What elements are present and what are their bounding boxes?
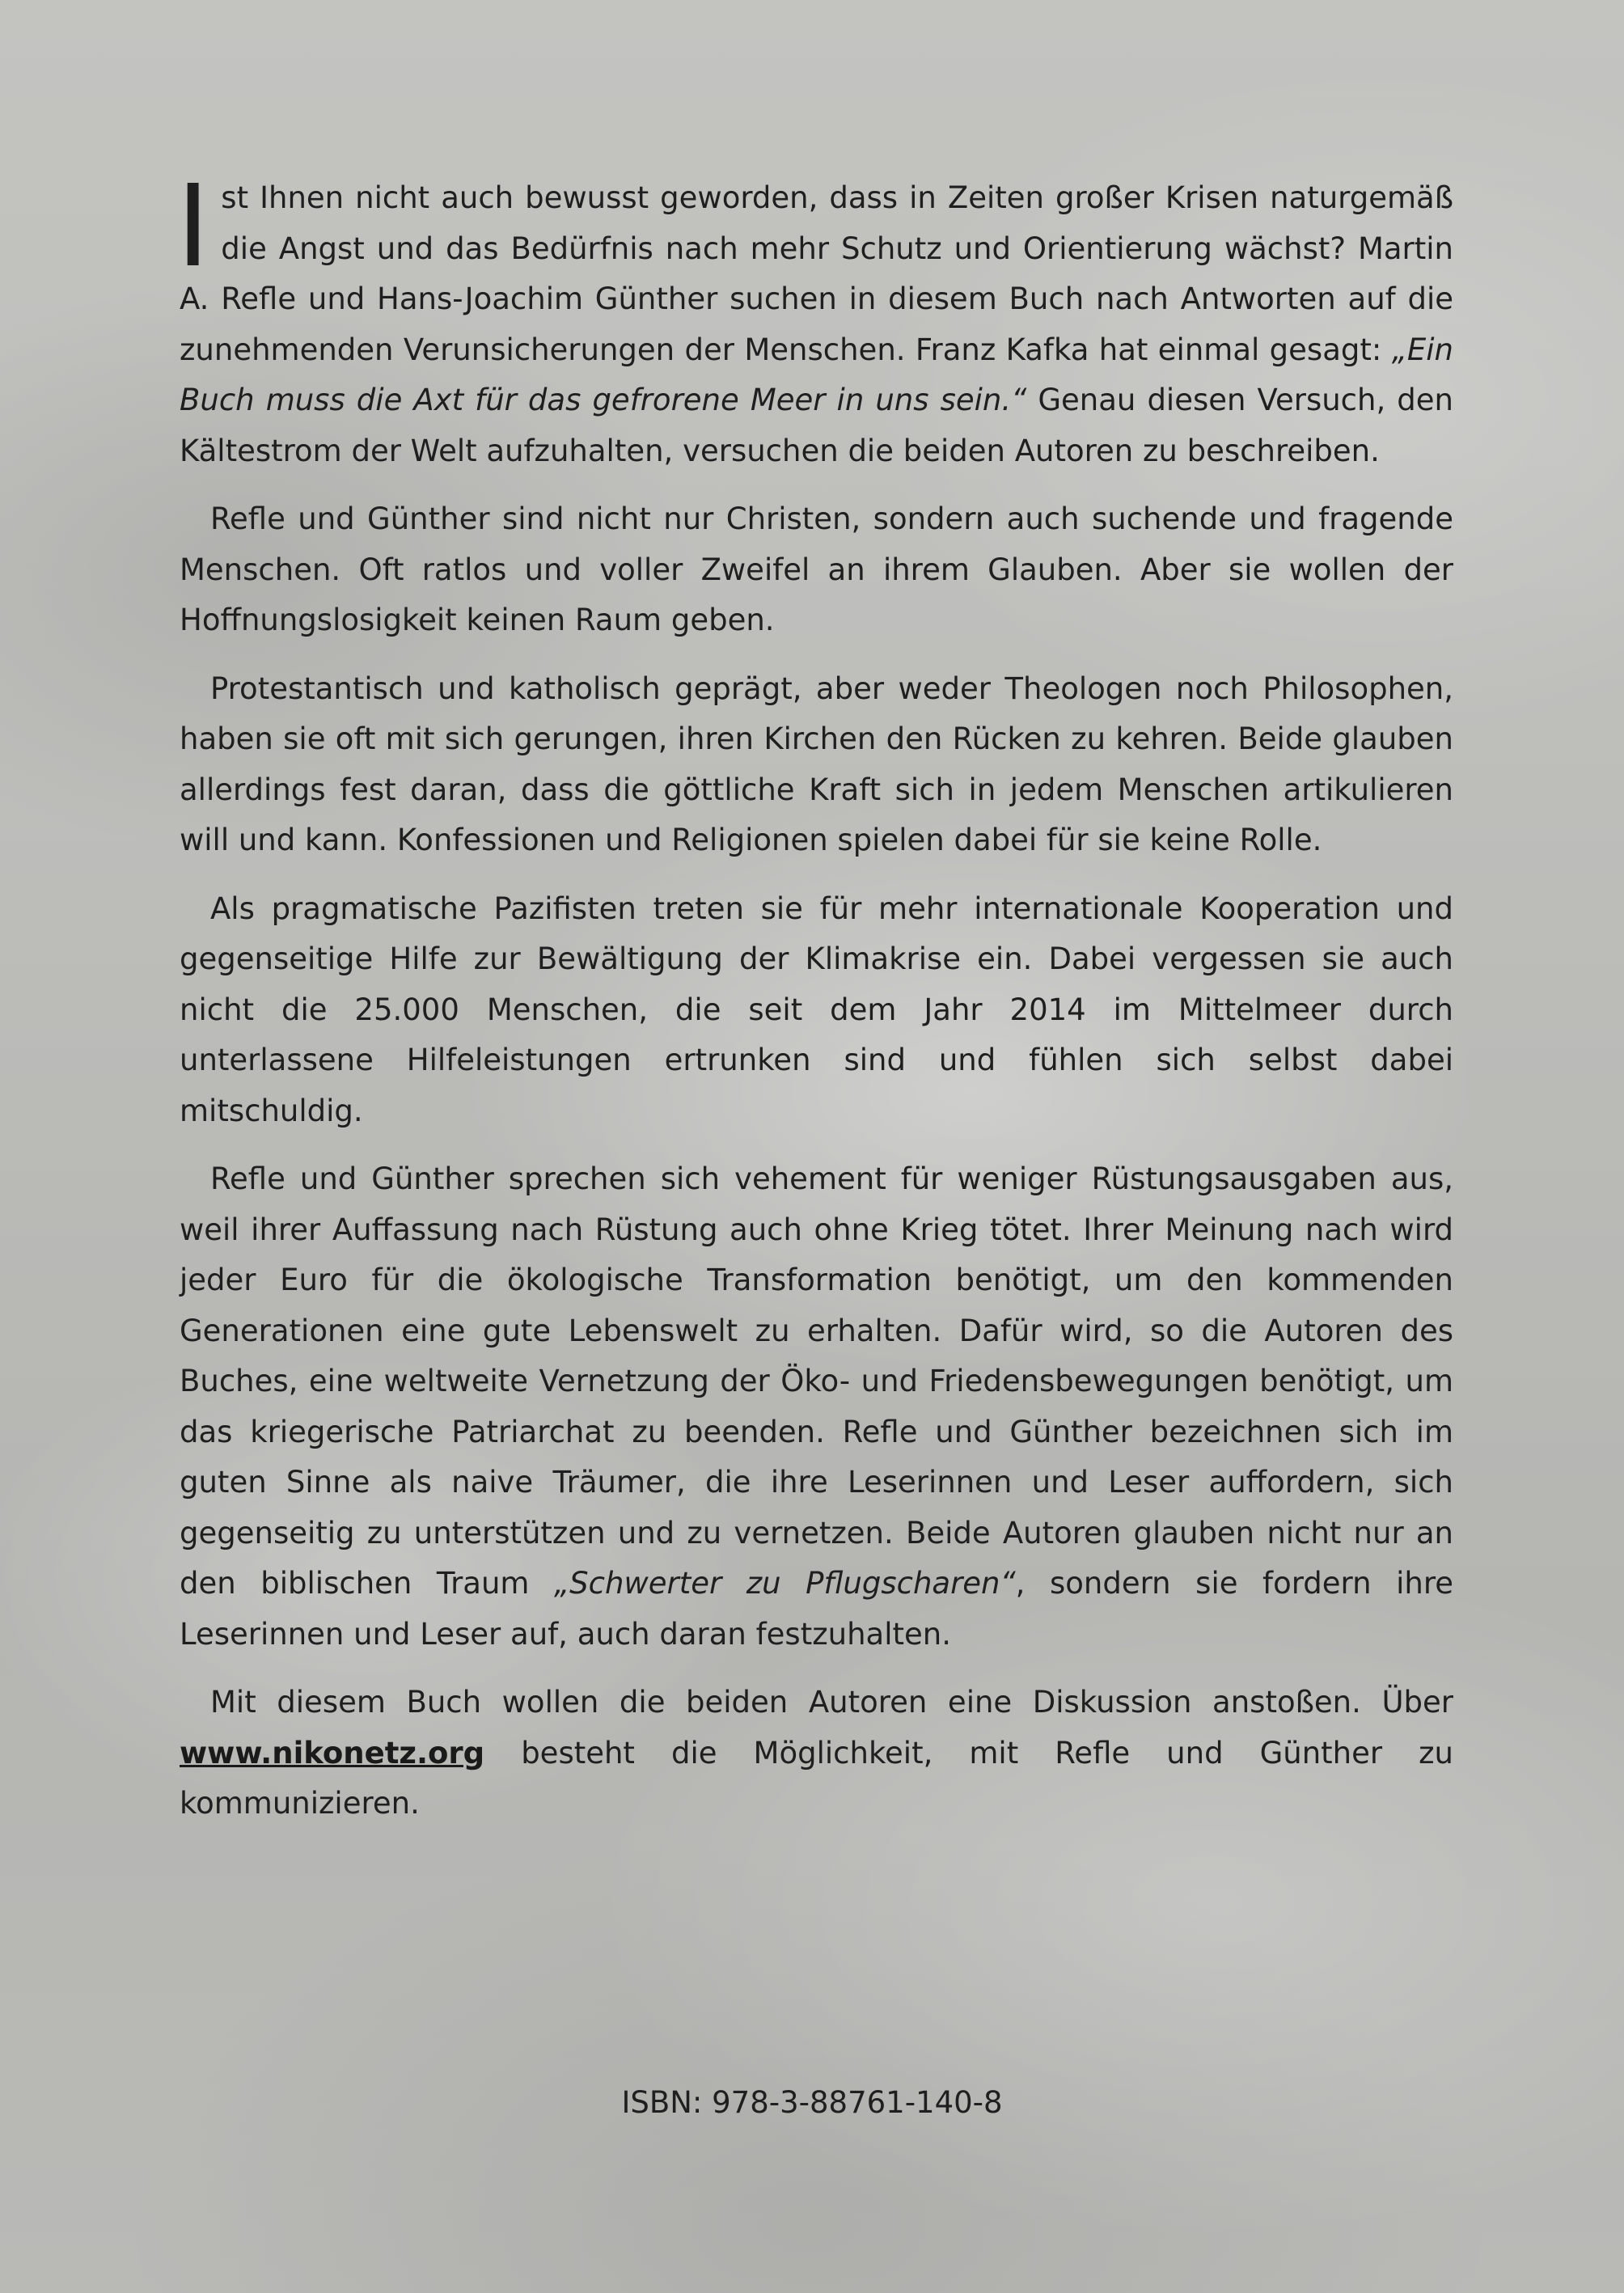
website-link[interactable]: www.nikonetz.org [180,1735,485,1771]
paragraph-christians: Refle und Günther sind nicht nur Christen, sondern auch suchende und fragende Menschen. Oft ratlos und voller Zweifel an ihrem Glauben. Aber sie wollen der Hoffnungslosigkeit keinen Raum geben. [180,501,1453,637]
paragraph-discussion [180,1677,1453,1830]
paragraph-confessions: Protestantisch und katholisch geprägt, aber weder Theologen noch Philosophen, haben sie oft mit sich gerungen, ihren Kirchen den Rücken zu kehren. Beide glauben allerdings fest daran, dass die göttliche Kraft sich in jedem Menschen artikulieren will und kann. Konfessionen und Religionen spielen dabei für sie keine Rolle. [180,671,1453,857]
drop-cap: I [176,161,210,293]
kafka-quote: „Ein Buch muss die Axt für das gefrorene Meer in uns sein.“ [180,332,1453,417]
intro-text-part-1: st Ihnen nicht auch bewusst geworden, dass in Zeiten großer Krisen naturgemäß die Angst und das Bedürfnis nach mehr Schutz und Orientierung wächst? Martin A. Refle und Hans-Joachim Günther suchen in diesem Buch nach Antworten auf die zunehmenden Verunsicherungen der Menschen. Franz Kafka hat einmal gesagt: [180,180,1453,367]
isbn-label: ISBN: 978-3-88761-140-8 [621,2085,1003,2120]
intro-text-part-2: Genau diesen Versuch, den Kältestrom der Welt aufzuhalten, versuchen die beiden Autoren zu beschreiben. [180,383,1453,468]
paragraph-pacifists: Als pragmatische Pazifisten treten sie für mehr internationale Kooperation und gegenseitige Hilfe zur Bewältigung der Klimakrise ein. Dabei vergessen sie auch nicht die 25.000 Menschen, die seit dem Jahr 2014 im Mittelmeer durch unterlassene Hilfeleistungen ertrunken sind und fühlen sich selbst dabei mitschuldig. [180,891,1453,1128]
paragraph-intro [176,161,1453,476]
armament-text-part-1: Refle und Günther sprechen sich vehement für weniger Rüstungsausgaben aus, weil ihrer Auffassung nach Rüstung auch ohne Krieg tötet. Ihrer Meinung nach wird jeder Euro für die ökologische Transformation benötigt, um den kommenden Generationen eine gute Lebenswelt zu erhalten. Dafür wird, so die Autoren des Buches, eine weltweite Vernetzung der Öko- und Friedensbewegungen benötigt, um das kriegerische Patriarchat zu beenden. Refle und Günther bezeichnen sich im guten Sinne als naive Träumer, die ihre Leserinnen und Leser auffordern, sich gegenseitig zu unterstützen und zu vernetzen. Beide Autoren glauben nicht nur an den biblischen Traum [180,1161,1453,1601]
discussion-text-part-1: Mit diesem Buch wollen die beiden Autoren eine Diskussion anstoßen. Über [210,1685,1453,1720]
armament-text-part-2: , sondern sie fordern ihre Leserinnen und Leser auf, auch daran festzuhalten. [180,1566,1453,1652]
discussion-text-part-2: besteht die Möglichkeit, mit Refle und Günther zu kommunizieren. [180,1735,1453,1821]
paragraph-armament [180,1154,1453,1660]
swords-quote: „Schwerter zu Pflugscharen“ [554,1566,1016,1601]
back-cover-blurb [176,161,1453,1847]
